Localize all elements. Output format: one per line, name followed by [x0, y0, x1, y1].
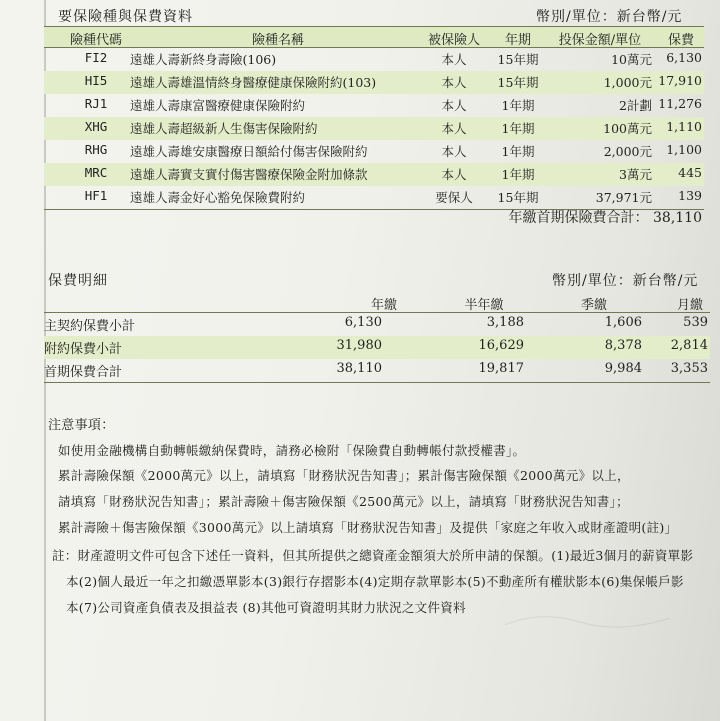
row-label: 首期保費合計 [44, 365, 123, 380]
row-monthly: 539 [683, 315, 708, 330]
note-line: 請填寫「財務狀況告知書」；累計壽險＋傷害險保額《2500萬元》以上，請填寫「財務狀況告知書」； [58, 494, 629, 509]
header-premium: 保費 [667, 33, 694, 48]
row-name: 遠雄人壽超級新人生傷害保險附約 [130, 121, 318, 136]
row-annual: 31,980 [336, 338, 382, 353]
faint-bleed-through [500, 600, 680, 640]
row-premium: 1,100 [666, 142, 702, 157]
row-monthly: 2,814 [670, 338, 708, 353]
header-semiannual: 半年繳 [464, 298, 504, 313]
row-premium: 1,110 [666, 119, 702, 134]
row-premium: 445 [678, 165, 702, 180]
header-term: 年期 [504, 33, 531, 48]
row-term: 1年期 [501, 121, 535, 136]
row-label: 主契約保費小計 [44, 319, 136, 334]
row-term: 1年期 [501, 98, 535, 113]
note-line: 本(7)公司資產負債表及損益表 (8)其他可資證明其財力狀況之文件資料 [66, 600, 466, 615]
row-premium: 17,910 [658, 73, 702, 88]
row-semiannual: 16,629 [478, 338, 524, 353]
table-row [44, 48, 704, 71]
table-row [44, 359, 710, 383]
note-line: 本(2)個人最近一年之扣繳憑單影本(3)銀行存摺影本(4)定期存款單影本(5)不動產所有權狀影本(6)集保帳戶影 [66, 574, 684, 589]
table-row [44, 117, 704, 140]
row-quarterly: 1,606 [604, 315, 642, 330]
section2-title: 保費明細 [48, 273, 108, 289]
row-annual: 6,130 [344, 315, 382, 330]
row-insured: 本人 [441, 167, 467, 182]
row-semiannual: 19,817 [478, 361, 524, 376]
row-annual: 38,110 [336, 361, 382, 376]
table-row [44, 163, 704, 186]
row-insured: 本人 [441, 144, 467, 159]
header-insured: 被保險人 [427, 33, 480, 48]
row-code: FI2 [84, 50, 108, 65]
row-quarterly: 8,378 [604, 338, 642, 353]
total-label: 年繳首期保險費合計： [508, 210, 649, 226]
row-insured: 本人 [441, 121, 467, 136]
row-amount: 10萬元 [611, 52, 652, 67]
row-insured: 本人 [441, 52, 467, 67]
table-row [44, 336, 710, 359]
row-term: 15年期 [497, 190, 539, 205]
table-row [44, 140, 704, 163]
header-name: 險種名稱 [252, 33, 305, 48]
row-premium: 139 [678, 188, 702, 203]
table-row [44, 71, 704, 94]
header-annual: 年繳 [370, 298, 397, 313]
row-insured: 本人 [441, 98, 467, 113]
table-row [44, 94, 704, 117]
row-term: 15年期 [497, 52, 539, 67]
premium-detail-table [44, 292, 710, 383]
row-term: 1年期 [501, 144, 535, 159]
section1-title: 要保險種與保費資料 [58, 9, 193, 25]
policy-table-header [44, 26, 704, 48]
row-code: HF1 [84, 188, 108, 203]
row-insured: 本人 [441, 75, 467, 90]
total-value: 38,110 [653, 210, 702, 226]
row-amount: 37,971元 [595, 190, 652, 205]
row-label: 附約保費小計 [44, 342, 123, 357]
premium-detail-header [44, 292, 710, 313]
note-line: 累計壽險保額《2000萬元》以上，請填寫「財務狀況告知書」；累計傷害險保額《2000萬元》以上， [58, 468, 630, 483]
row-name: 遠雄人壽新終身壽險(106) [130, 52, 277, 67]
row-code: XHG [84, 119, 108, 134]
row-amount: 2,000元 [603, 144, 652, 159]
row-code: MRC [84, 165, 108, 180]
header-quarterly: 季繳 [580, 298, 607, 313]
row-name: 遠雄人壽雄溫情終身醫療健康保險附約(103) [130, 75, 377, 90]
table-row [44, 313, 710, 336]
row-premium: 11,276 [658, 96, 702, 111]
row-premium: 6,130 [666, 50, 702, 65]
row-name: 遠雄人壽實支實付傷害醫療保險金附加條款 [130, 167, 368, 182]
row-quarterly: 9,984 [604, 361, 642, 376]
row-name: 遠雄人壽金好心豁免保險費附約 [130, 190, 306, 205]
policy-table [44, 26, 704, 210]
row-name: 遠雄人壽康富醫療健康保險附約 [130, 98, 306, 113]
section1-unit: 幣別/單位：新台幣/元 [536, 9, 683, 25]
row-term: 15年期 [497, 75, 539, 90]
row-term: 1年期 [501, 167, 535, 182]
row-amount: 2計劃 [619, 98, 652, 113]
first-premium-total [420, 207, 702, 227]
row-name: 遠雄人壽雄安康醫療日額給付傷害保險附約 [130, 144, 368, 159]
row-insured: 要保人 [435, 190, 473, 205]
row-code: RJ1 [84, 96, 108, 111]
note-line: 如使用金融機構自動轉帳繳納保費時，請務必檢附「保險費自動轉帳付款授權書」。 [58, 443, 526, 458]
note-line: 註：財產證明文件可包含下述任一資料，但其所提供之總資產金額須大於所申請的保額。(1)最近3個月的薪資單影 [52, 548, 694, 563]
row-monthly: 3,353 [670, 361, 708, 376]
note-line: 累計壽險＋傷害險保額《3000萬元》以上請填寫「財務狀況告知書」及提供「家庭之年收入或財產證明(註)」 [58, 520, 678, 535]
row-amount: 3萬元 [619, 167, 652, 182]
section2-unit: 幣別/單位：新台幣/元 [552, 273, 699, 289]
row-semiannual: 3,188 [486, 315, 524, 330]
notes-title: 注意事項： [48, 418, 115, 433]
row-amount: 100萬元 [603, 121, 652, 136]
row-amount: 1,000元 [603, 75, 652, 90]
header-amount: 投保金額/單位 [558, 33, 642, 48]
row-code: HI5 [84, 73, 108, 88]
header-monthly: 月繳 [676, 298, 703, 313]
row-code: RHG [84, 142, 108, 157]
header-code: 險種代碼 [69, 33, 122, 48]
